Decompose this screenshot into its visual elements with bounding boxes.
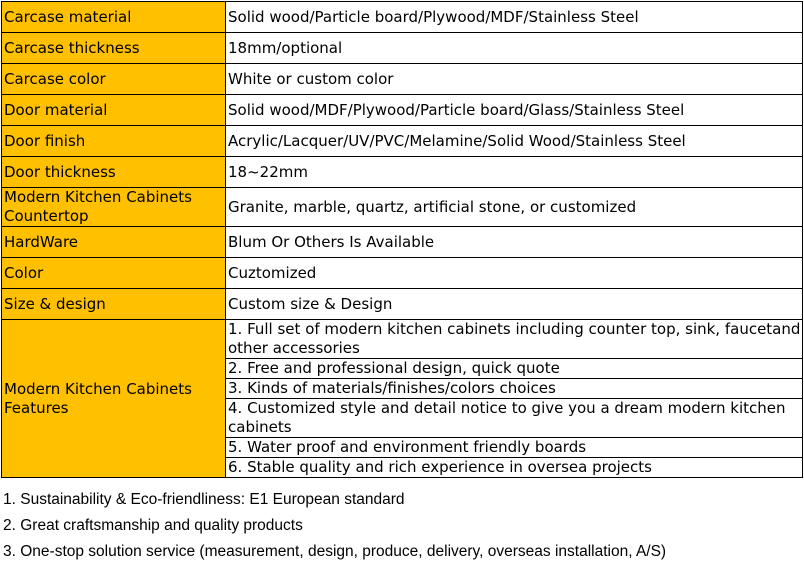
row-label: Carcase thickness (2, 33, 226, 64)
row-label: Door material (2, 95, 226, 126)
row-value: Acrylic/Lacquer/UV/PVC/Melamine/Solid Wood/Stainless Steel (226, 126, 803, 157)
feature-item: 3. Kinds of materials/finishes/colors choices (226, 379, 803, 399)
row-value: Solid wood/Particle board/Plywood/MDF/Stainless Steel (226, 2, 803, 33)
table-row (2, 95, 803, 126)
spec-table (1, 1, 803, 478)
table-row (2, 157, 803, 188)
table-row (2, 258, 803, 289)
table-row (2, 289, 803, 320)
table-row (2, 2, 803, 33)
row-value: Cuztomized (226, 258, 803, 289)
list-item: 1. Sustainability & Eco-friendliness: E1 European standard (3, 491, 405, 508)
row-label: Size & design (2, 289, 226, 320)
row-label: Modern Kitchen Cabinets Countertop (2, 188, 226, 227)
row-label: Door finish (2, 126, 226, 157)
row-label: Carcase color (2, 64, 226, 95)
table-row (2, 320, 803, 359)
row-value: Granite, marble, quartz, artificial stone, or customized (226, 188, 803, 227)
table-row (2, 33, 803, 64)
row-value: Blum Or Others Is Available (226, 227, 803, 258)
feature-item: 6. Stable quality and rich experience in oversea projects (226, 458, 803, 478)
feature-item: 2. Free and professional design, quick quote (226, 359, 803, 379)
row-value: 18mm/optional (226, 33, 803, 64)
notes-list (3, 488, 666, 566)
row-value: Custom size & Design (226, 289, 803, 320)
table-row (2, 64, 803, 95)
list-item: 2. Great craftsmanship and quality products (3, 517, 303, 534)
row-label: HardWare (2, 227, 226, 258)
feature-item: 5. Water proof and environment friendly boards (226, 438, 803, 458)
features-label: Modern Kitchen Cabinets Features (2, 320, 226, 478)
row-label: Door thickness (2, 157, 226, 188)
table-row (2, 188, 803, 227)
row-value: 18~22mm (226, 157, 803, 188)
list-item: 3. One-stop solution service (measurement, design, produce, delivery, overseas installation, A/S) (3, 543, 667, 560)
row-value: Solid wood/MDF/Plywood/Particle board/Glass/Stainless Steel (226, 95, 803, 126)
table-row (2, 126, 803, 157)
feature-item: 1. Full set of modern kitchen cabinets including counter top, sink, faucetand other accessories (226, 320, 803, 359)
row-value: White or custom color (226, 64, 803, 95)
row-label: Carcase material (2, 2, 226, 33)
row-label: Color (2, 258, 226, 289)
table-row (2, 227, 803, 258)
feature-item: 4. Customized style and detail notice to give you a dream modern kitchen cabinets (226, 399, 803, 438)
